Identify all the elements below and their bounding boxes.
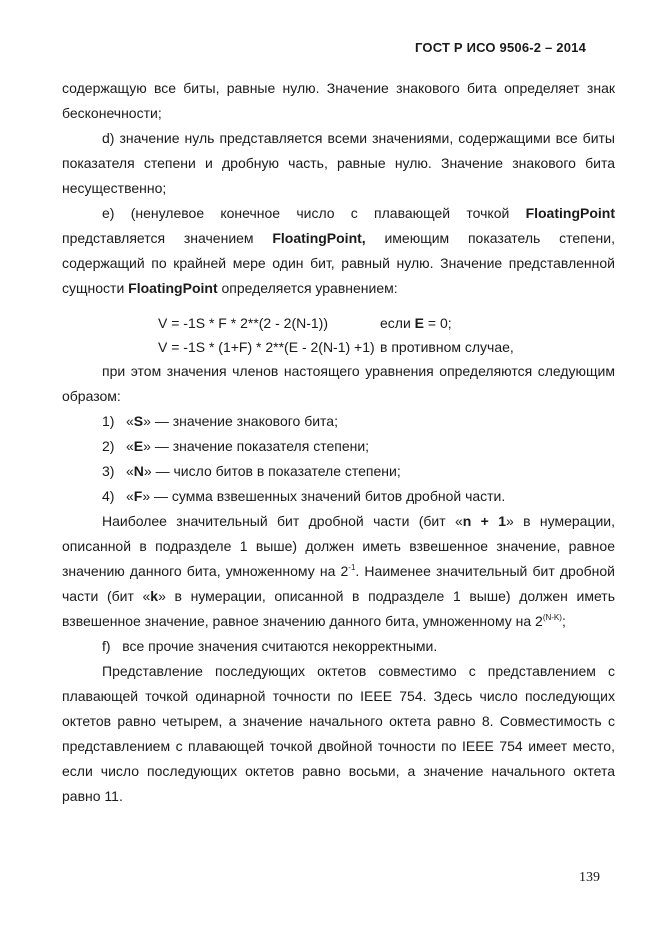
msb-text-5: ; [561,613,566,629]
definition-number: 1) [102,413,115,429]
item-e-text-4: определяется уравнением: [217,280,398,296]
msb-exponent-1: -1 [348,563,356,572]
item-e-text-3: имеющим показатель степени, содержащий по крайней мере один бит, равный нулю. Значение представленной сущности [62,230,615,296]
item-e-text-2: представляется значением [62,230,273,246]
item-e-bold-2: FloatingPoint, [272,230,366,246]
definition-text: — сумма взвешенных значений битов дробной части. [150,488,506,504]
msb-text-3: . Наименее значительный бит дробной части (бит « [62,563,615,604]
lsb-bit-label: k [150,588,159,604]
msb-text-2: » в нумерации, описанной в подразделе 1 выше) должен иметь взвешенное значение, равное значению данного бита, умноженному на 2 [62,513,615,579]
item-e-text-1: e) (ненулевое конечное число с плавающей точкой [102,205,526,221]
quote-close: » [142,488,151,504]
definition-symbol: E [133,438,144,454]
definition-number: 2) [102,438,115,454]
paragraph-continuation: содержащую все биты, равные нулю. Значение знакового бита определяет знак бесконечности; [62,80,615,121]
quote-open: « [126,413,134,429]
definition-symbol: F [133,488,143,504]
msb-text-1: Наиболее значительный бит дробной части (бит « [102,513,463,529]
quote-close: » [143,463,152,479]
equation-1-condition [380,311,452,335]
definition-item [62,484,615,509]
msb-text-4: » в нумерации, описанной в подразделе 1 выше) должен иметь взвешенное значение, равное значению данного бита, умноженному на 2 [62,588,615,629]
equation-2-condition: в противном случае, [380,339,514,355]
definition-item [62,459,615,484]
msb-bit-label: n + 1 [462,513,506,529]
page-body [62,76,615,809]
list-item-f: f) все прочие значения считаются некорректными. [102,638,438,654]
page-number: 139 [579,870,600,885]
definition-text: — значение показателя степени; [150,438,370,454]
definition-item [62,434,615,459]
definition-number: 4) [102,488,115,504]
equation-1-cond-post: = 0; [424,315,452,331]
definition-item [62,409,615,434]
item-e-bold-3: FloatingPoint [128,280,218,296]
definition-number: 3) [102,463,115,479]
equation-1-cond-pre: если [380,315,415,331]
document-header: ГОСТ Р ИСО 9506-2 – 2014 [415,40,586,55]
definitions-list [62,409,615,509]
list-item-d: d) значение нуль представляется всеми значениями, содержащими все биты показателя степени и дробную часть, равные нулю. Значение знакового бита несущественно; [62,130,615,196]
equation-2-expression: V = -1S * (1+F) * 2**(E - 2(N-1) +1) [158,339,375,355]
compatibility-paragraph: Представление последующих октетов совместимо с представлением с плавающей точкой одинарной точности по IEEE 754. Здесь число последующих октетов равно четырем, а значение начального октета равно 8. Совместимость с представлением с плавающей точкой двойной точности по IEEE 754 имеет место, если число последующих октетов равно восьми, а значение начального октета равно 11. [62,663,615,804]
msb-paragraph [62,509,615,634]
definition-symbol: S [133,413,144,429]
where-paragraph: при этом значения членов настоящего уравнения определяются следующим образом: [62,363,615,404]
quote-open: « [126,488,134,504]
equation-1-expression: V = -1S * F * 2**(2 - 2(N-1)) [158,315,328,331]
msb-exponent-2: (N-K) [542,613,562,622]
definition-symbol: N [133,463,144,479]
list-item-e [62,201,615,301]
equation-1-cond-symbol: E [414,315,425,331]
equation-line-1 [158,311,615,335]
definition-text: — число битов в показателе степени; [151,463,401,479]
equation-block [158,311,615,359]
quote-close: » [143,438,151,454]
item-e-bold-1: FloatingPoint [525,205,615,221]
definition-text: — значение знакового бита; [150,413,338,429]
equation-line-2 [158,335,615,359]
quote-close: » [143,413,151,429]
quote-open: « [126,438,134,454]
quote-open: « [126,463,134,479]
